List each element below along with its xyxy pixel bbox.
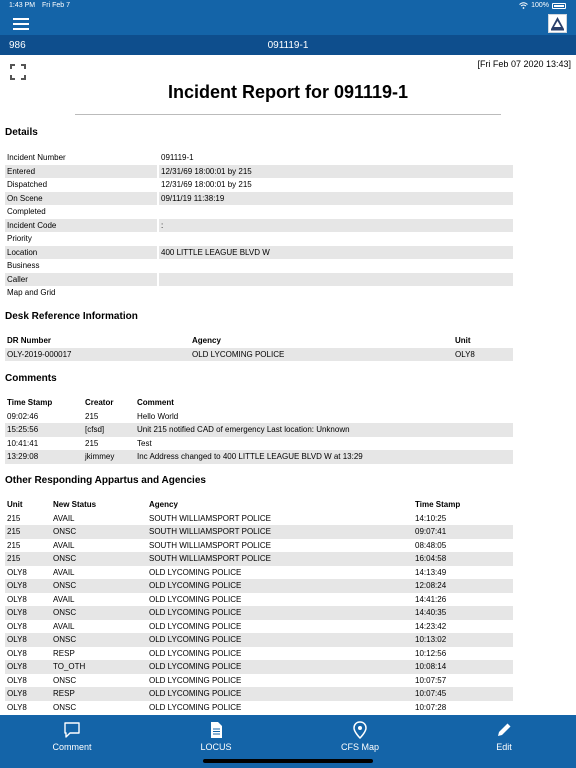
table-cell: 16:04:58 (413, 552, 513, 566)
table-row (5, 205, 513, 219)
table-cell: OLD LYCOMING POLICE (149, 648, 242, 658)
table-cell: OLY8 (7, 648, 27, 658)
table-cell: ONSC (53, 702, 77, 712)
table-row (5, 525, 513, 539)
map-pin-icon (351, 721, 369, 739)
tab-cfs-map[interactable] (320, 721, 400, 752)
table-cell: OLY8 (5, 687, 51, 701)
incident-number-header: 091119-1 (267, 40, 309, 51)
status-indicators (519, 2, 566, 9)
wifi-icon (519, 2, 528, 9)
tab-comment[interactable] (32, 721, 112, 752)
table-row (5, 273, 513, 287)
table-row (5, 660, 513, 674)
table-row (5, 178, 513, 192)
logo-icon (549, 15, 566, 32)
table-row (5, 219, 513, 233)
column-header: DR Number (7, 336, 52, 346)
table-row (5, 286, 513, 300)
table-cell: 10:07:28 (415, 702, 447, 712)
table-cell: 215 (85, 438, 99, 448)
table-cell: TO_OTH (51, 660, 147, 674)
table-cell: 10:07:57 (415, 675, 447, 685)
incident-sub-bar (0, 35, 576, 55)
comments-heading: Comments (5, 373, 57, 384)
table-row (5, 232, 513, 246)
table-cell: 10:41:41 (7, 438, 39, 448)
status-bar (0, 0, 576, 12)
battery-icon (552, 3, 566, 9)
table-cell: SOUTH WILLIAMSPORT POLICE (149, 513, 271, 523)
tab-label: Comment (52, 742, 92, 752)
table-cell: Entered (5, 165, 158, 179)
table-cell: OLD LYCOMING POLICE (149, 621, 242, 631)
table-cell: Incident Number (7, 153, 66, 163)
table-cell: 14:13:49 (415, 567, 447, 577)
desk-reference-table (5, 334, 513, 361)
table-cell: ONSC (51, 552, 147, 566)
table-cell: OLY8 (5, 633, 51, 647)
table-cell: Unit 215 notified CAD of emergency Last location: Unknown (135, 423, 513, 437)
column-header: Unit (7, 500, 23, 510)
table-cell: 215 (5, 525, 51, 539)
table-cell: 215 (85, 411, 99, 421)
responding-table (5, 498, 513, 714)
table-cell: RESP (53, 648, 75, 658)
table-row (5, 566, 513, 580)
comments-table (5, 396, 513, 464)
table-cell: OLD LYCOMING POLICE (149, 594, 242, 604)
unit-number: 986 (9, 40, 26, 51)
table-row (5, 450, 513, 464)
table-row (5, 151, 513, 165)
table-row (5, 165, 513, 179)
table-cell: 10:08:14 (413, 660, 513, 674)
report-content[interactable] (0, 55, 576, 715)
table-cell (158, 259, 513, 273)
table-cell (158, 205, 513, 219)
table-cell: OLY8 (5, 660, 51, 674)
table-row (5, 620, 513, 634)
table-cell: ONSC (51, 579, 147, 593)
table-cell: On Scene (5, 192, 158, 206)
column-header: Time Stamp (415, 500, 461, 510)
table-row (5, 348, 513, 362)
table-cell: OLY8 (7, 621, 27, 631)
table-cell: OLD LYCOMING POLICE (149, 675, 242, 685)
table-row (5, 647, 513, 661)
document-icon (207, 721, 225, 739)
table-cell: Hello World (137, 411, 179, 421)
table-cell: Priority (7, 234, 32, 244)
table-row (5, 687, 513, 701)
table-cell: 12:08:24 (413, 579, 513, 593)
table-cell (158, 273, 513, 287)
table-cell: OLD LYCOMING POLICE (147, 660, 413, 674)
table-row (5, 437, 513, 451)
table-cell: OLY8 (7, 675, 27, 685)
title-divider (75, 114, 501, 115)
details-table (5, 151, 513, 300)
comment-icon (63, 721, 81, 739)
column-header: Creator (85, 398, 114, 408)
table-row (5, 552, 513, 566)
table-cell: 14:41:26 (415, 594, 447, 604)
pencil-icon (495, 721, 513, 739)
tab-label: LOCUS (200, 742, 232, 752)
table-cell: 15:25:56 (5, 423, 83, 437)
table-cell: SOUTH WILLIAMSPORT POLICE (147, 552, 413, 566)
table-row (5, 512, 513, 526)
report-timestamp: [Fri Feb 07 2020 13:43] (477, 59, 571, 69)
table-cell: OLD LYCOMING POLICE (147, 687, 413, 701)
table-row (5, 701, 513, 715)
table-row (5, 192, 513, 206)
table-cell: OLD LYCOMING POLICE (147, 633, 413, 647)
table-cell: 09/11/19 11:38:19 (158, 192, 513, 206)
table-cell: Map and Grid (7, 288, 56, 298)
table-cell: OLD LYCOMING POLICE (149, 567, 242, 577)
table-cell: OLD LYCOMING POLICE (147, 606, 413, 620)
table-cell: Completed (7, 207, 46, 217)
table-cell: 091119-1 (158, 151, 513, 165)
menu-icon[interactable] (13, 15, 29, 31)
desk-reference-heading: Desk Reference Information (5, 311, 138, 322)
details-heading: Details (5, 127, 38, 138)
table-cell: 14:23:42 (415, 621, 447, 631)
table-cell: OLY8 (7, 567, 27, 577)
table-cell: jkimmey (83, 450, 135, 464)
table-cell: 10:07:45 (413, 687, 513, 701)
table-cell: Test (137, 438, 152, 448)
table-cell: OLY8 (7, 594, 27, 604)
table-cell: Business (7, 261, 40, 271)
table-cell (158, 286, 513, 300)
table-cell: Caller (5, 273, 158, 287)
status-time: 1:43 PM (9, 2, 36, 9)
table-cell: 12/31/69 18:00:01 by 215 (158, 178, 513, 192)
table-row (5, 410, 513, 424)
table-row (5, 579, 513, 593)
table-cell: OLY-2019-000017 (5, 348, 190, 362)
table-cell: 215 (5, 552, 51, 566)
table-cell: Location (5, 246, 158, 260)
app-logo[interactable] (548, 14, 567, 33)
table-cell: AVAIL (53, 540, 75, 550)
table-cell: AVAIL (53, 594, 75, 604)
table-cell: OLD LYCOMING POLICE (147, 579, 413, 593)
table-cell: SOUTH WILLIAMSPORT POLICE (149, 540, 271, 550)
column-header: Comment (137, 398, 174, 408)
column-header: Agency (149, 500, 178, 510)
table-cell: OLY8 (5, 579, 51, 593)
tab-label: CFS Map (340, 742, 379, 752)
table-cell: 14:40:35 (413, 606, 513, 620)
table-row (5, 259, 513, 273)
expand-icon[interactable] (10, 64, 26, 80)
table-row (5, 423, 513, 437)
battery-percent: 100% (531, 2, 549, 9)
table-cell: : (158, 219, 513, 233)
table-cell: OLD LYCOMING POLICE (149, 702, 242, 712)
column-header: Time Stamp (7, 398, 53, 408)
table-cell: ONSC (53, 675, 77, 685)
table-cell: Inc Address changed to 400 LITTLE LEAGUE BLVD W at 13:29 (135, 450, 513, 464)
column-header: New Status (53, 500, 97, 510)
column-header: Agency (192, 336, 221, 346)
table-cell: AVAIL (53, 513, 75, 523)
tab-edit[interactable] (464, 721, 544, 752)
table-cell: 13:29:08 (5, 450, 83, 464)
table-cell: OLY8 (7, 702, 27, 712)
status-date: Fri Feb 7 (42, 2, 71, 9)
table-cell: Incident Code (5, 219, 158, 233)
page-title: Incident Report for 091119-1 (167, 82, 409, 102)
table-row (5, 633, 513, 647)
table-cell: 10:13:02 (413, 633, 513, 647)
table-cell: OLY8 (5, 606, 51, 620)
table-row (5, 539, 513, 553)
table-cell: AVAIL (53, 567, 75, 577)
tab-locus[interactable] (176, 721, 256, 752)
table-cell: ONSC (51, 633, 147, 647)
table-cell: Dispatched (7, 180, 48, 190)
table-cell: SOUTH WILLIAMSPORT POLICE (147, 525, 413, 539)
table-cell: [cfsd] (83, 423, 135, 437)
table-row (5, 593, 513, 607)
column-header: Unit (455, 336, 471, 346)
table-cell: OLY8 (453, 348, 513, 362)
home-indicator[interactable] (203, 759, 373, 763)
table-row (5, 246, 513, 260)
table-cell: 215 (7, 540, 21, 550)
responding-heading: Other Responding Appartus and Agencies (5, 475, 206, 486)
table-row (5, 606, 513, 620)
top-nav-bar (0, 12, 576, 35)
table-cell: RESP (51, 687, 147, 701)
table-cell: 09:07:41 (413, 525, 513, 539)
table-cell: 08:48:05 (415, 540, 447, 550)
table-cell: 400 LITTLE LEAGUE BLVD W (158, 246, 513, 260)
table-cell: 14:10:25 (415, 513, 447, 523)
table-row (5, 674, 513, 688)
table-cell: ONSC (51, 525, 147, 539)
table-cell: AVAIL (53, 621, 75, 631)
table-cell: OLD LYCOMING POLICE (190, 348, 453, 362)
tab-label: Edit (496, 742, 512, 752)
table-cell: 09:02:46 (7, 411, 39, 421)
table-cell: 12/31/69 18:00:01 by 215 (158, 165, 513, 179)
table-cell: 215 (7, 513, 21, 523)
table-cell: ONSC (51, 606, 147, 620)
table-cell: 10:12:56 (415, 648, 447, 658)
table-cell (158, 232, 513, 246)
